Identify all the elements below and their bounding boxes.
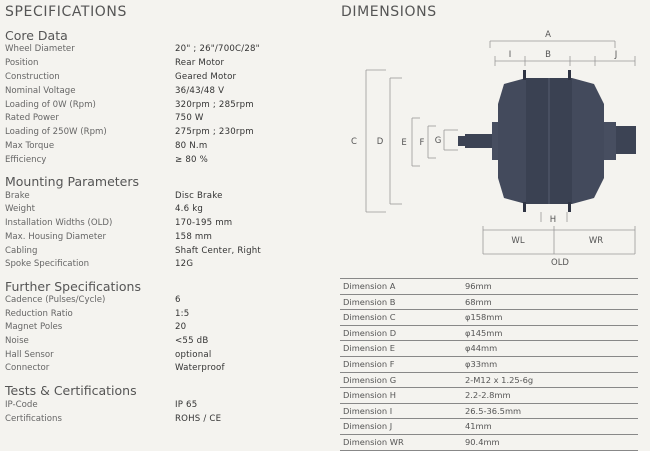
group-title-tests-certifications: Tests & Certifications bbox=[5, 383, 137, 398]
dimension-value: 96mm bbox=[465, 281, 492, 291]
spec-value: Waterproof bbox=[175, 363, 225, 373]
spec-row bbox=[5, 258, 325, 271]
spec-row bbox=[5, 140, 325, 153]
spec-row bbox=[5, 413, 325, 426]
spec-label: Brake bbox=[5, 191, 30, 201]
spec-row bbox=[5, 57, 325, 70]
spec-label: Installation Widths (OLD) bbox=[5, 218, 113, 228]
spec-label: Noise bbox=[5, 336, 29, 346]
dimension-value: 68mm bbox=[465, 296, 492, 307]
dimension-label: Dimension J bbox=[343, 421, 393, 432]
spec-label: Max Torque bbox=[5, 141, 55, 151]
spec-row bbox=[5, 71, 325, 84]
spec-label: Position bbox=[5, 58, 39, 68]
table-row bbox=[340, 404, 638, 420]
dimensions-table bbox=[340, 278, 638, 451]
table-row bbox=[340, 279, 638, 295]
motor-dimension-diagram bbox=[340, 26, 640, 270]
spec-value: 4.6 kg bbox=[175, 204, 204, 214]
dimension-label: Dimension I bbox=[343, 405, 393, 416]
spec-row bbox=[5, 308, 325, 321]
label-d: D bbox=[376, 137, 384, 147]
dimension-value: 26.5-36.5mm bbox=[465, 405, 522, 416]
group-title-mounting-parameters: Mounting Parameters bbox=[5, 174, 140, 189]
spec-label: Certifications bbox=[5, 414, 62, 424]
dimension-value: φ33mm bbox=[465, 358, 498, 369]
dimension-label: Dimension A bbox=[343, 281, 396, 291]
spec-label: Spoke Specification bbox=[5, 259, 90, 269]
spec-value: 1:5 bbox=[175, 309, 190, 319]
spec-label: Wheel Diameter bbox=[5, 44, 75, 54]
label-wl: WL bbox=[511, 236, 525, 246]
spec-label: Max. Housing Diameter bbox=[5, 232, 107, 242]
table-row bbox=[340, 435, 638, 451]
spec-row bbox=[5, 362, 325, 375]
spec-label: Reduction Ratio bbox=[5, 309, 73, 319]
spec-value: 6 bbox=[175, 295, 181, 305]
spec-label: Loading of 0W (Rpm) bbox=[5, 100, 96, 110]
label-h: H bbox=[549, 215, 557, 225]
spec-row bbox=[5, 154, 325, 167]
spec-row bbox=[5, 203, 325, 216]
dimension-label: Dimension E bbox=[343, 343, 395, 354]
dimension-label: Dimension C bbox=[343, 312, 396, 323]
spec-row bbox=[5, 399, 325, 412]
dimension-label: Dimension D bbox=[343, 327, 397, 338]
spec-label: Hall Sensor bbox=[5, 350, 54, 360]
spec-value: Geared Motor bbox=[175, 72, 237, 82]
spec-value: 20 bbox=[175, 322, 187, 332]
label-g: G bbox=[434, 136, 442, 146]
label-e: E bbox=[401, 138, 407, 148]
spec-value: 320rpm ; 285rpm bbox=[175, 100, 254, 110]
spec-label: Connector bbox=[5, 363, 50, 373]
spec-value: 20" ; 26"/700C/28" bbox=[175, 44, 260, 54]
dimensions-heading: DIMENSIONS bbox=[341, 4, 437, 20]
label-wr: WR bbox=[588, 236, 604, 246]
dimension-label: Dimension G bbox=[343, 374, 397, 385]
table-row bbox=[340, 419, 638, 435]
spec-row bbox=[5, 294, 325, 307]
spec-value: 158 mm bbox=[175, 232, 213, 242]
spec-value: ROHS / CE bbox=[175, 414, 222, 424]
spec-value: ≥ 80 % bbox=[175, 155, 208, 165]
dimension-label: Dimension WR bbox=[343, 436, 404, 447]
table-row bbox=[340, 295, 638, 311]
spec-row bbox=[5, 217, 325, 230]
spec-row bbox=[5, 85, 325, 98]
dimension-value: 41mm bbox=[465, 421, 492, 432]
spec-row bbox=[5, 321, 325, 334]
spec-row bbox=[5, 231, 325, 244]
spec-value: IP 65 bbox=[175, 400, 198, 410]
table-row bbox=[340, 357, 638, 373]
dimension-label: Dimension H bbox=[343, 390, 396, 401]
table-row bbox=[340, 326, 638, 342]
spec-row bbox=[5, 349, 325, 362]
spec-label: IP-Code bbox=[5, 400, 38, 410]
spec-label: Cadence (Pulses/Cycle) bbox=[5, 295, 106, 305]
spec-row bbox=[5, 190, 325, 203]
label-i: I bbox=[508, 50, 512, 60]
spec-label: Nominal Voltage bbox=[5, 86, 76, 96]
spec-value: Shaft Center, Right bbox=[175, 246, 261, 256]
label-f: F bbox=[419, 138, 425, 148]
spec-value: 275rpm ; 230rpm bbox=[175, 127, 254, 137]
table-row bbox=[340, 310, 638, 326]
spec-value: Disc Brake bbox=[175, 191, 223, 201]
table-row bbox=[340, 341, 638, 357]
dimension-value: φ44mm bbox=[465, 343, 498, 354]
spec-row bbox=[5, 112, 325, 125]
spec-row bbox=[5, 245, 325, 258]
spec-label: Cabling bbox=[5, 246, 38, 256]
group-title-further-specifications: Further Specifications bbox=[5, 279, 141, 294]
spec-label: Weight bbox=[5, 204, 35, 214]
spec-row bbox=[5, 43, 325, 56]
motor-illustration bbox=[458, 70, 636, 212]
spec-value: 170-195 mm bbox=[175, 218, 233, 228]
spec-label: Construction bbox=[5, 72, 60, 82]
spec-value: 36/43/48 V bbox=[175, 86, 225, 96]
specifications-heading: SPECIFICATIONS bbox=[5, 4, 127, 20]
spec-value: <55 dB bbox=[175, 336, 209, 346]
spec-label: Loading of 250W (Rpm) bbox=[5, 127, 107, 137]
label-a: A bbox=[545, 30, 551, 40]
label-old: OLD bbox=[551, 258, 569, 268]
label-j: J bbox=[614, 50, 618, 60]
spec-value: optional bbox=[175, 350, 212, 360]
group-title-core-data: Core Data bbox=[5, 28, 68, 43]
dimension-label: Dimension F bbox=[343, 358, 395, 369]
spec-value: 80 N.m bbox=[175, 141, 208, 151]
spec-value: Rear Motor bbox=[175, 58, 225, 68]
dimension-value: 2.2-2.8mm bbox=[465, 390, 511, 401]
dimension-value: φ158mm bbox=[465, 312, 503, 323]
dimension-value: 2-M12 x 1.25-6g bbox=[465, 374, 534, 385]
spec-value: 12G bbox=[175, 259, 194, 269]
label-b: B bbox=[545, 50, 551, 60]
spec-label: Rated Power bbox=[5, 113, 59, 123]
dimension-label: Dimension B bbox=[343, 296, 396, 307]
spec-label: Efficiency bbox=[5, 155, 47, 165]
spec-row bbox=[5, 99, 325, 112]
label-c: C bbox=[351, 137, 357, 147]
dimension-value: φ145mm bbox=[465, 327, 503, 338]
spec-row bbox=[5, 126, 325, 139]
table-row bbox=[340, 388, 638, 404]
spec-label: Magnet Poles bbox=[5, 322, 63, 332]
dimension-value: 90.4mm bbox=[465, 436, 500, 447]
spec-row bbox=[5, 335, 325, 348]
table-row bbox=[340, 373, 638, 389]
spec-value: 750 W bbox=[175, 113, 204, 123]
